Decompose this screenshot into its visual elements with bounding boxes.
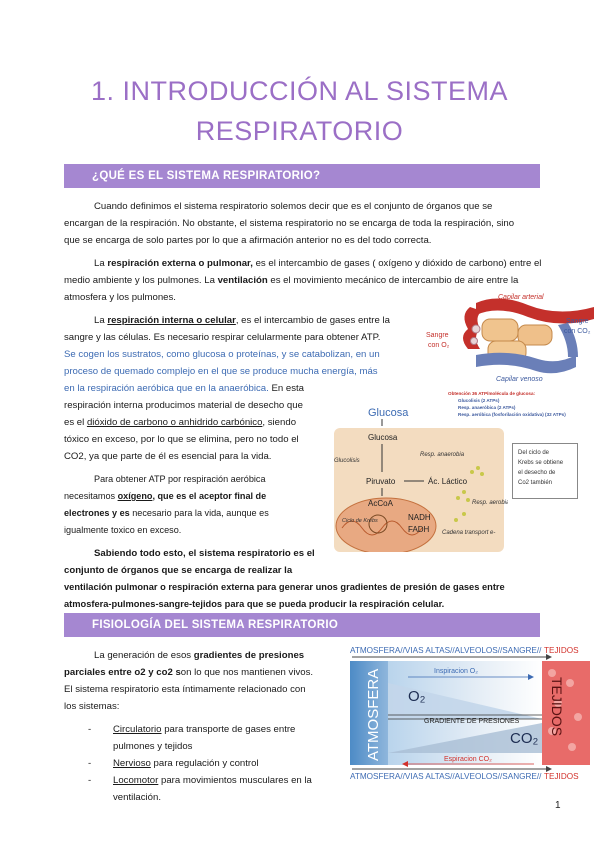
figure-caption-box bbox=[512, 443, 578, 499]
para3-line1: La respiración interna o celular, es el intercambio de gases entre la bbox=[94, 315, 390, 326]
svg-text:AcCoA: AcCoA bbox=[368, 499, 393, 508]
svg-text:Sangre: Sangre bbox=[426, 332, 449, 339]
list-item-continuation: ventilación. bbox=[113, 792, 161, 803]
svg-text:CO₂: CO₂ bbox=[510, 730, 539, 747]
para4-line2: necesitamos oxígeno, que es el aceptor final de bbox=[64, 491, 267, 501]
para5-line2: conjunto de órganos que se encarga de realizar la bbox=[64, 565, 293, 576]
svg-text:Resp. anaeróbica (2 ATPs): Resp. anaeróbica (2 ATPs) bbox=[458, 405, 516, 410]
para3-line8: es el dióxido de carbono o anhidrido carbónico, siendo bbox=[64, 417, 297, 428]
para3-line6: en la respiración aeróbica que en la anaeróbica. En esta bbox=[64, 383, 305, 394]
para3-blue-line2: proceso de quemado complejo en el que se produce mucha energía, más bbox=[64, 366, 378, 377]
para2-line2: medio ambiente y los pulmones. La ventilación es el movimiento mecánico de intercambio de aire entre la bbox=[64, 275, 519, 286]
para5-line3: ventilación pulmonar o respiración externa para generar unos gradientes de presión de gases entre bbox=[64, 582, 505, 592]
page-number: 1 bbox=[555, 800, 561, 811]
svg-text:Espiracion CO₂: Espiracion CO₂ bbox=[444, 756, 492, 763]
para6-line3: El sistema respiratorio esta íntimamente relacionado con bbox=[64, 684, 306, 695]
para3-blue-line1: Se cogen los sustratos, como glucosa o proteínas, y se catabolizan, en un bbox=[64, 349, 380, 360]
svg-text:con O₂: con O₂ bbox=[428, 342, 450, 349]
glucose-metabolism-illustration bbox=[332, 402, 508, 552]
svg-text:ATMOSFERA//VIAS ALTAS//ALVEOLO: ATMOSFERA//VIAS ALTAS//ALVEOLOS//SANGRE// bbox=[350, 772, 542, 781]
para3-line10: CO2, ya que parte de él es esencial para la vida. bbox=[64, 451, 272, 462]
svg-text:Sangre: Sangre bbox=[566, 318, 589, 325]
para5-line4: atmosfera-pulmones-sangre-tejidos para que se pueda producir la respiración celular. bbox=[64, 599, 445, 609]
para4-line1: Para obtener ATP por respiración aeróbica bbox=[94, 474, 266, 484]
svg-text:GRADIENTE DE PRESIONES: GRADIENTE DE PRESIONES bbox=[424, 718, 520, 725]
para3-line7: respiración interna producimos material de desecho que bbox=[64, 400, 303, 411]
svg-text:Inspiracion O₂: Inspiracion O₂ bbox=[434, 668, 478, 675]
list-item: - Locomotor para movimientos musculares en la bbox=[88, 775, 312, 786]
svg-text:Glucosa: Glucosa bbox=[368, 433, 398, 442]
para2-line3: atmosfera y los pulmones. bbox=[64, 292, 176, 303]
caption-line: Krebs se obtiene bbox=[518, 460, 564, 466]
para1-line3: que se encarga de solo partes por lo que a afirmación anterior no es del todo correcta. bbox=[64, 235, 432, 246]
para4-line3: electrones y es necesario para la vida, aunque es bbox=[64, 508, 269, 518]
svg-text:con CO₂: con CO₂ bbox=[564, 328, 591, 335]
svg-text:O₂: O₂ bbox=[408, 688, 426, 705]
section-heading-what-is bbox=[64, 164, 540, 188]
svg-text:TEJIDOS: TEJIDOS bbox=[544, 646, 579, 655]
svg-text:Ciclo de Krebs: Ciclo de Krebs bbox=[342, 518, 378, 524]
svg-text:Piruvato: Piruvato bbox=[366, 477, 396, 486]
svg-text:Glucosa: Glucosa bbox=[368, 407, 409, 419]
para3-line9: tóxico en exceso, por lo que se elimina, pero no todo el bbox=[64, 434, 299, 445]
svg-text:Glucolisis (2 ATPs): Glucolisis (2 ATPs) bbox=[458, 398, 500, 403]
svg-text:ATMOSFERA: ATMOSFERA bbox=[365, 668, 382, 761]
para1-line1: Cuando definimos el sistema respiratorio solemos decir que es el conjunto de órganos que se bbox=[94, 201, 493, 212]
para3-line2: sangre y las células. Es necesario respirar celularmente para obtener ATP. bbox=[64, 332, 381, 343]
term-external-respiration: respiración externa o pulmonar, bbox=[107, 258, 253, 269]
glucose-metabolism-figure bbox=[332, 402, 508, 552]
page-title-line-1: 1. INTRODUCCIÓN AL SISTEMA bbox=[90, 76, 509, 106]
svg-text:Capilar arterial: Capilar arterial bbox=[498, 294, 544, 301]
section-heading-text: ¿QUÉ ES EL SISTEMA RESPIRATORIO? bbox=[92, 170, 321, 182]
list-item: - Circulatorio para transporte de gases entre bbox=[88, 724, 296, 735]
term-oxygen: oxígeno bbox=[117, 491, 153, 501]
svg-text:Cadena transport e-: Cadena transport e- bbox=[442, 530, 496, 536]
svg-text:Resp. aeróbica (fosforilación: Resp. aeróbica (fosforilación oxidativa) (32 ATPs) bbox=[458, 412, 566, 417]
list-item-continuation: pulmones y tejidos bbox=[113, 741, 193, 752]
caption-line: el desecho de bbox=[518, 470, 556, 476]
svg-text:Resp. anaerobia: Resp. anaerobia bbox=[420, 452, 465, 458]
para6-line2: parciales entre o2 y co2 son lo que nos mantienen vivos. bbox=[64, 667, 314, 678]
svg-text:NADH: NADH bbox=[408, 513, 431, 522]
svg-text:Obtención 36 ATP/molécula de g: Obtención 36 ATP/molécula de glucosa: bbox=[448, 391, 536, 396]
term-ventilation: ventilación bbox=[217, 275, 268, 286]
para5-line1: Sabiendo todo esto, el sistema respiratorio es el bbox=[94, 548, 315, 559]
svg-text:TEJIDOS: TEJIDOS bbox=[544, 772, 579, 781]
term-co2: dióxido de carbono o anhidrido carbónico bbox=[86, 417, 263, 428]
svg-text:Ác. Láctico: Ác. Láctico bbox=[428, 477, 468, 486]
term-internal-respiration: respiración interna o celular bbox=[107, 315, 236, 326]
svg-text:TEJIDOS: TEJIDOS bbox=[549, 677, 565, 737]
section-heading-text: FISIOLOGÍA DEL SISTEMA RESPIRATORIO bbox=[92, 619, 339, 631]
para4-line4: igualmente toxico en exceso. bbox=[64, 525, 182, 535]
para6-line4: los sistemas: bbox=[64, 701, 120, 712]
pressure-gradient-figure bbox=[348, 643, 592, 781]
svg-text:ATMOSFERA//VIAS ALTAS//ALVEOLO: ATMOSFERA//VIAS ALTAS//ALVEOLOS//SANGRE// bbox=[350, 646, 542, 655]
caption-line: Co2 también bbox=[518, 480, 553, 486]
svg-text:FADH: FADH bbox=[408, 525, 430, 534]
para2-line1: La respiración externa o pulmonar, es el intercambio de gases ( oxígeno y dióxido de carbono) entre el bbox=[94, 258, 542, 269]
svg-text:Resp. aerobia: Resp. aerobia bbox=[472, 500, 508, 506]
svg-text:Glucolisis: Glucolisis bbox=[334, 458, 360, 464]
section-heading-physiology bbox=[64, 613, 540, 637]
para1-line2: encargan de la respiración. No obstante, el sistema respiratorio no se encarga de toda la respiración, sino bbox=[64, 218, 515, 229]
svg-text:Capilar venoso: Capilar venoso bbox=[496, 376, 543, 383]
list-item: - Nervioso para regulación y control bbox=[88, 758, 259, 769]
para6-line1: La generación de esos gradientes de presiones bbox=[94, 650, 305, 661]
pressure-gradient-illustration bbox=[348, 643, 592, 781]
caption-line: Del ciclo de bbox=[518, 450, 550, 456]
page-title-line-2: RESPIRATORIO bbox=[195, 116, 404, 146]
